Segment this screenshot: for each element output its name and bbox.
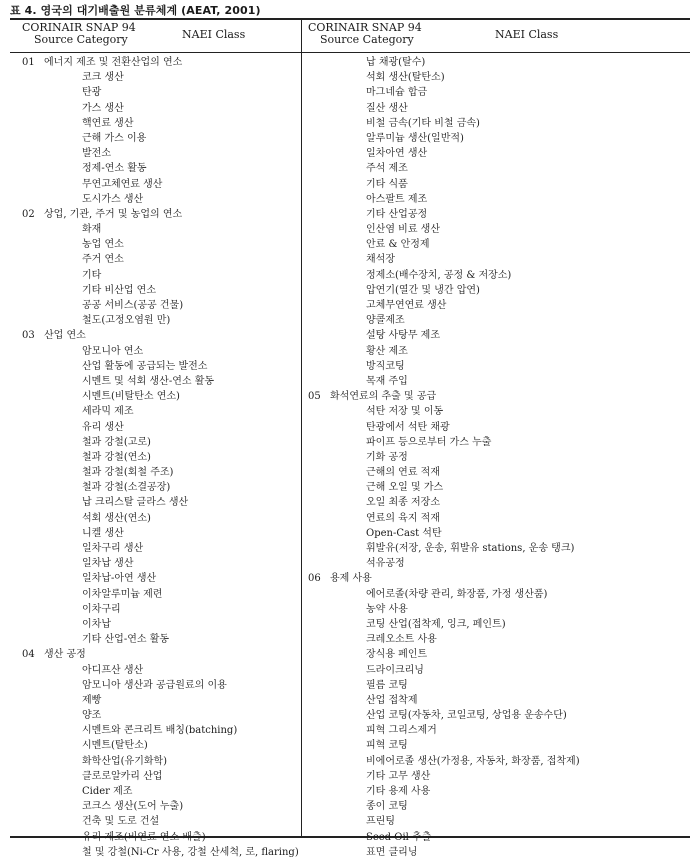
category-item xyxy=(22,845,298,860)
category-item xyxy=(308,55,693,70)
category-item xyxy=(22,450,298,465)
category-label: 비에어로졸 생산(가정용, 자동차, 화장품, 접착제) xyxy=(366,755,580,767)
category-item xyxy=(22,313,298,328)
category-item xyxy=(308,313,693,328)
category-item xyxy=(308,420,693,435)
category-label: 산업 접착제 xyxy=(366,694,418,706)
category-item xyxy=(308,799,693,814)
category-item xyxy=(308,450,693,465)
category-item xyxy=(308,237,693,252)
category-item xyxy=(308,617,693,632)
category-item xyxy=(22,389,298,404)
category-label: 시멘트(비탈탄소 연소) xyxy=(82,391,180,403)
category-item xyxy=(308,344,693,359)
category-label: 석탄 저장 및 이동 xyxy=(366,406,444,418)
category-label: 유리 제조(비연료 연소 배출) xyxy=(82,831,206,843)
category-label: 기타 산업공정 xyxy=(366,208,428,220)
category-label: 장식용 페인트 xyxy=(366,649,428,661)
category-label: 기타 용제 사용 xyxy=(366,786,431,797)
category-label: 기타 고무 생산 xyxy=(366,770,431,782)
category-label: 알루미늄 생산(일반적) xyxy=(366,132,464,144)
category-item xyxy=(22,435,298,450)
category-item xyxy=(308,511,693,526)
category-label: 핵연료 생산 xyxy=(82,117,134,129)
category-label: 프린팅 xyxy=(366,816,395,828)
category-item xyxy=(308,708,693,723)
section-label: 상업, 기관, 주거 및 농업의 연소 xyxy=(44,208,183,220)
left-source-header xyxy=(22,22,136,46)
left-naei-header: NAEI Class xyxy=(182,28,246,41)
category-label: 도시가스 생산 xyxy=(82,193,144,205)
section-label: 용제 사용 xyxy=(330,573,372,585)
category-item xyxy=(308,480,693,495)
category-label: 비철 금속(기타 비철 금속) xyxy=(366,117,480,129)
category-item xyxy=(22,131,298,146)
category-item xyxy=(22,587,298,602)
section-code: 06 xyxy=(308,573,321,585)
category-label: 발전소 xyxy=(82,148,111,160)
section-row xyxy=(22,207,298,222)
category-label: 암모니아 생산과 공급원료의 이용 xyxy=(82,679,227,691)
category-label: 고체무연연료 생산 xyxy=(366,300,447,311)
category-label: 시멘트와 콘크리트 배칭(batching) xyxy=(82,725,238,737)
category-item xyxy=(308,374,693,389)
category-label: 휘발유(저장, 운송, 휘발유 stations, 운송 탱크) xyxy=(366,543,575,554)
category-item xyxy=(22,298,298,313)
category-label: 유리 생산 xyxy=(82,421,124,433)
category-label: 코크 생산 xyxy=(82,72,124,84)
category-label: 공공 서비스(공공 건물) xyxy=(82,300,184,311)
category-label: 양콜제조 xyxy=(366,315,405,327)
category-label: 니켈 생산 xyxy=(82,527,124,539)
section-row xyxy=(22,328,298,343)
category-item xyxy=(22,814,298,829)
category-item xyxy=(22,602,298,617)
category-label: 시멘트 및 석회 생산-연소 활동 xyxy=(82,375,215,387)
category-label: 기타 xyxy=(82,269,102,281)
category-item xyxy=(308,85,693,100)
category-item xyxy=(22,222,298,237)
source-header-line1: CORINAIR SNAP 94 xyxy=(308,21,422,34)
category-item xyxy=(22,116,298,131)
category-label: 철과 강철(회철 주조) xyxy=(82,467,174,479)
category-label: Seed Oil 추출 xyxy=(366,831,432,843)
category-label: 클로로알카리 산업 xyxy=(82,770,163,782)
category-item xyxy=(308,526,693,541)
category-item xyxy=(308,495,693,510)
category-item xyxy=(308,663,693,678)
category-label: 질산 생산 xyxy=(366,102,408,114)
category-item xyxy=(22,480,298,495)
category-label: 주석 제조 xyxy=(366,163,408,175)
category-label: 정제-연소 활동 xyxy=(82,163,147,175)
category-label: 아스팔트 제조 xyxy=(366,193,428,205)
category-item xyxy=(308,830,693,845)
category-item xyxy=(22,754,298,769)
table-caption: 표 4. 영국의 대기배출원 분류체계 (AEAT, 2001) xyxy=(10,4,261,17)
category-item xyxy=(308,70,693,85)
category-item xyxy=(22,526,298,541)
category-label: 세라믹 제조 xyxy=(82,406,134,418)
category-item xyxy=(308,738,693,753)
category-label: 철과 강철(연소) xyxy=(82,451,151,463)
category-item xyxy=(308,556,693,571)
category-label: 인산염 비료 생산 xyxy=(366,224,440,236)
category-item xyxy=(22,663,298,678)
category-item xyxy=(22,693,298,708)
category-label: 목재 주입 xyxy=(366,375,408,387)
category-item xyxy=(308,359,693,374)
category-item xyxy=(22,571,298,586)
category-label: 기타 식품 xyxy=(366,178,408,190)
section-code: 05 xyxy=(308,391,321,403)
category-item xyxy=(308,678,693,693)
category-label: 건축 및 도로 건설 xyxy=(82,816,160,828)
category-label: 철 및 강철(Ni-Cr 사용, 강철 산세척, 로, flaring) xyxy=(82,846,299,858)
category-item xyxy=(22,541,298,556)
left-column xyxy=(22,55,298,860)
category-item xyxy=(308,328,693,343)
category-item xyxy=(22,556,298,571)
category-label: Open-Cast 석탄 xyxy=(366,527,442,539)
section-row xyxy=(22,647,298,662)
category-item xyxy=(22,465,298,480)
category-label: 기타 비산업 연소 xyxy=(82,284,156,296)
category-item xyxy=(22,192,298,207)
category-label: 표면 클리닝 xyxy=(366,846,418,858)
category-item xyxy=(22,830,298,845)
category-label: 필름 코팅 xyxy=(366,679,408,691)
category-item xyxy=(22,799,298,814)
category-label: 피혁 그리스제거 xyxy=(366,725,437,737)
category-item xyxy=(22,511,298,526)
category-label: 석회 생산(탈탄소) xyxy=(366,72,445,84)
category-label: 화학산업(유기화학) xyxy=(82,755,168,767)
right-naei-header: NAEI Class xyxy=(495,28,559,41)
table-header-rule xyxy=(10,52,690,53)
category-item xyxy=(308,192,693,207)
category-item xyxy=(308,587,693,602)
section-row xyxy=(308,389,693,404)
category-label: 이차알루미늄 제련 xyxy=(82,588,163,600)
category-label: 정제소(배수장치, 공정 & 저장소) xyxy=(366,269,512,281)
category-item xyxy=(308,465,693,480)
category-item xyxy=(22,404,298,419)
category-item xyxy=(22,784,298,799)
category-item xyxy=(22,85,298,100)
category-label: 안료 & 안정제 xyxy=(366,239,430,251)
category-item xyxy=(308,404,693,419)
column-divider xyxy=(301,18,302,837)
category-item xyxy=(308,814,693,829)
category-item xyxy=(308,222,693,237)
category-item xyxy=(308,298,693,313)
category-label: 일차납-아연 생산 xyxy=(82,573,157,585)
category-label: 에어로졸(차량 관리, 화장품, 가정 생산품) xyxy=(366,588,548,600)
category-label: 연료의 육지 적재 xyxy=(366,512,440,524)
category-item xyxy=(22,177,298,192)
source-header-line2: Source Category xyxy=(320,33,414,46)
category-label: 탄광 xyxy=(82,87,102,99)
section-label: 산업 연소 xyxy=(44,330,86,342)
category-item xyxy=(22,738,298,753)
category-item xyxy=(22,632,298,647)
category-item xyxy=(308,632,693,647)
section-label: 에너지 제조 및 전환산업의 연소 xyxy=(44,57,183,68)
category-label: 석유공정 xyxy=(366,558,405,570)
category-item xyxy=(308,541,693,556)
category-label: 드라이크리닝 xyxy=(366,664,424,676)
category-label: 무연고체연료 생산 xyxy=(82,178,163,190)
right-source-header xyxy=(308,22,422,46)
category-label: 근해 오일 및 가스 xyxy=(366,482,444,494)
category-label: 종이 코팅 xyxy=(366,801,408,813)
table-top-rule xyxy=(10,18,690,20)
category-label: 일차아연 생산 xyxy=(366,148,428,160)
category-item xyxy=(308,207,693,222)
category-label: 농약 사용 xyxy=(366,603,408,615)
category-label: 산업 활동에 공급되는 발전소 xyxy=(82,360,208,372)
category-item xyxy=(308,754,693,769)
category-item xyxy=(22,70,298,85)
category-label: 이차구리 xyxy=(82,603,121,615)
category-label: 압연기(열간 및 냉간 압연) xyxy=(366,284,480,296)
category-item xyxy=(22,283,298,298)
category-label: 양조 xyxy=(82,710,102,722)
category-label: 방직코팅 xyxy=(366,360,405,372)
section-code: 03 xyxy=(22,330,35,342)
category-item xyxy=(308,769,693,784)
category-label: 제빵 xyxy=(82,694,102,706)
category-item xyxy=(22,359,298,374)
category-label: 철과 강철(소결공장) xyxy=(82,482,171,494)
category-item xyxy=(22,161,298,176)
category-item xyxy=(308,647,693,662)
section-label: 화석연료의 추출 및 공급 xyxy=(330,391,437,403)
category-label: 크레오소트 사용 xyxy=(366,634,437,646)
category-item xyxy=(22,678,298,693)
category-item xyxy=(308,268,693,283)
category-label: 아디프산 생산 xyxy=(82,664,144,676)
section-row xyxy=(308,571,693,586)
category-item xyxy=(308,161,693,176)
source-header-line1: CORINAIR SNAP 94 xyxy=(22,21,136,34)
category-label: 이차납 xyxy=(82,618,111,630)
category-item xyxy=(308,435,693,450)
category-item xyxy=(308,784,693,799)
category-item xyxy=(22,708,298,723)
category-label: 주거 연소 xyxy=(82,254,124,266)
section-label: 생산 공정 xyxy=(44,649,86,661)
category-label: 피혁 코팅 xyxy=(366,740,408,752)
category-item xyxy=(308,283,693,298)
right-column xyxy=(308,55,693,860)
section-code: 02 xyxy=(22,208,35,220)
category-label: 근해 가스 이용 xyxy=(82,132,147,144)
category-item xyxy=(22,723,298,738)
category-label: 농업 연소 xyxy=(82,239,124,251)
category-label: 근해의 연료 적재 xyxy=(366,467,440,479)
category-item xyxy=(308,723,693,738)
category-label: 기타 산업-연소 활동 xyxy=(82,634,170,646)
category-item xyxy=(308,131,693,146)
category-label: 암모니아 연소 xyxy=(82,345,144,357)
category-label: 철과 강철(고로) xyxy=(82,436,151,448)
category-label: 파이프 등으로부터 가스 누출 xyxy=(366,436,492,448)
category-label: 가스 생산 xyxy=(82,102,124,114)
category-label: 코팅 산업(접착제, 잉크, 페인트) xyxy=(366,618,506,630)
category-item xyxy=(308,116,693,131)
category-item xyxy=(308,693,693,708)
category-item xyxy=(22,252,298,267)
category-item xyxy=(22,146,298,161)
category-label: 오일 최종 저장소 xyxy=(366,497,440,509)
category-item xyxy=(308,177,693,192)
category-item xyxy=(22,769,298,784)
category-label: 납 크리스탈 글라스 생산 xyxy=(82,497,189,509)
category-label: 화재 xyxy=(82,224,102,236)
category-item xyxy=(22,374,298,389)
category-item xyxy=(22,268,298,283)
category-label: 철도(고정오염원 만) xyxy=(82,315,171,327)
category-label: 마그네슘 합금 xyxy=(366,87,428,99)
category-item xyxy=(22,495,298,510)
category-label: 석회 생산(연소) xyxy=(82,512,151,524)
category-label: 설탕 사탕무 제조 xyxy=(366,330,440,342)
category-item xyxy=(22,101,298,116)
category-label: 일차납 생산 xyxy=(82,558,134,570)
category-item xyxy=(308,602,693,617)
category-label: Cider 제조 xyxy=(82,786,133,797)
source-header-line2: Source Category xyxy=(34,33,128,46)
category-label: 기화 공정 xyxy=(366,451,408,463)
section-code: 04 xyxy=(22,649,35,661)
section-code: 01 xyxy=(22,57,35,68)
category-item xyxy=(308,101,693,116)
category-label: 황산 제조 xyxy=(366,345,408,357)
category-label: 채석장 xyxy=(366,254,395,266)
category-label: 시멘트(탈탄소) xyxy=(82,740,148,752)
section-row xyxy=(22,55,298,70)
category-item xyxy=(22,420,298,435)
category-item xyxy=(22,237,298,252)
category-item xyxy=(308,252,693,267)
category-item xyxy=(22,344,298,359)
category-item xyxy=(308,146,693,161)
category-label: 일차구리 생산 xyxy=(82,543,144,554)
category-item xyxy=(22,617,298,632)
category-label: 산업 코팅(자동차, 코일코팅, 상업용 운송수단) xyxy=(366,710,567,722)
category-label: 코크스 생산(도어 누출) xyxy=(82,801,184,813)
category-label: 탄광에서 석탄 채광 xyxy=(366,421,450,433)
category-label: 납 채광(탈수) xyxy=(366,57,426,68)
category-item xyxy=(308,845,693,860)
